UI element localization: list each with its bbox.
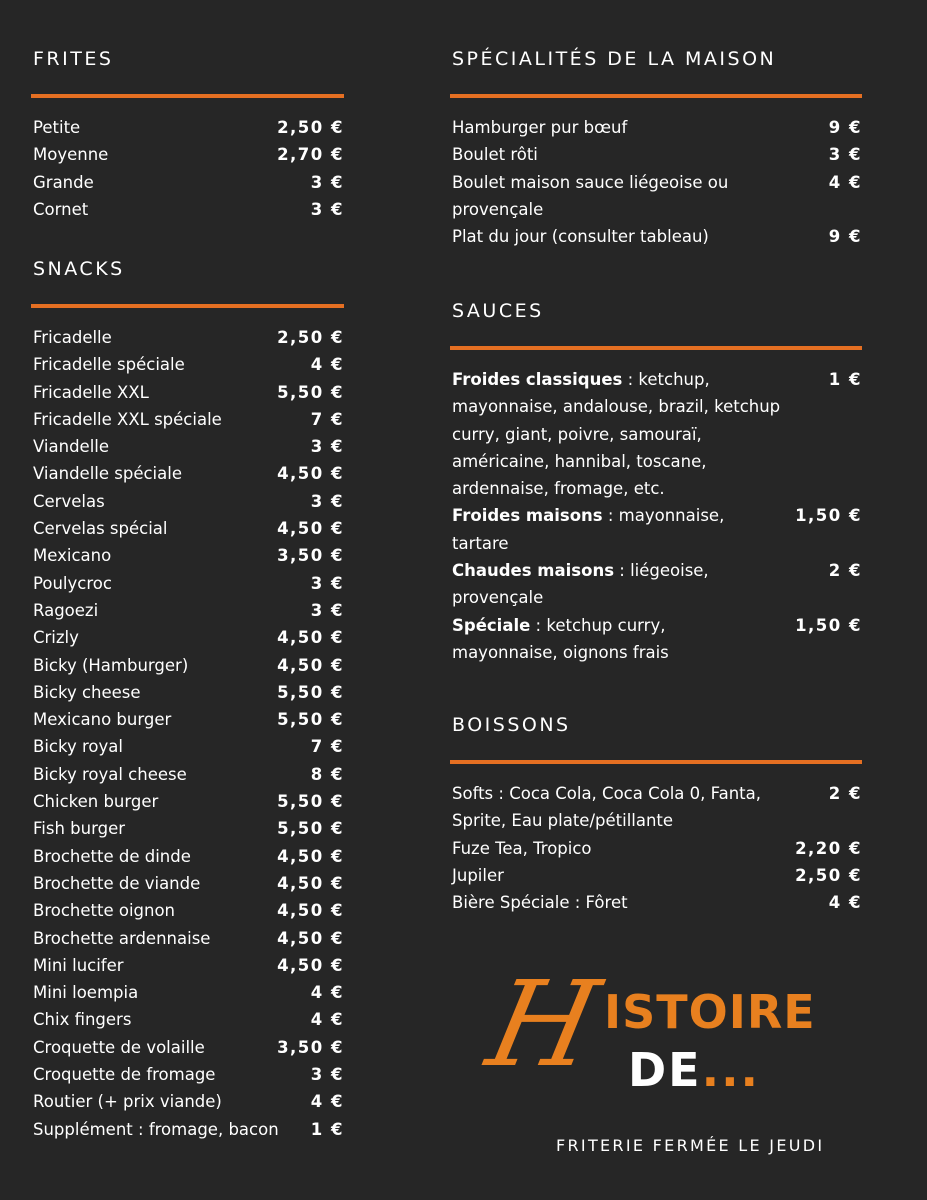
menu-item-price: 1,50 € [795,506,862,526]
menu-item-price: 4,50 € [277,628,344,648]
menu-item [31,652,344,679]
sauce-detail: : mayonnaise, tartare [452,506,725,553]
menu-item-name: Croquette de volaille [33,1037,205,1057]
menu-item-price: 4 € [828,893,862,913]
menu-item-name: Bière Spéciale : Fôret [452,893,628,913]
menu-item-price: 7 € [310,737,344,757]
menu-item-name: Mexicano burger [33,710,172,730]
menu-item-price: 5,50 € [277,819,344,839]
menu-item [31,843,344,870]
section-sauces [450,300,862,666]
menu-item [31,324,344,351]
menu-item-name: Fricadelle XXL spéciale [33,409,222,429]
menu-item-price: 5,50 € [277,792,344,812]
menu-item [31,1116,344,1143]
menu-item-name: Plat du jour (consulter tableau) [452,227,709,247]
sauce-label: Froides classiques [452,370,623,389]
menu-item-name: Chicken burger [33,792,159,812]
menu-item [31,433,344,460]
menu-item-price: 4 € [310,355,344,375]
menu-item-price: 4,50 € [277,519,344,539]
menu-item [450,502,862,557]
menu-item-name: Boulet maison sauce liégeoise ou provençale [452,172,729,219]
menu-item-price: 2,50 € [277,118,344,137]
menu-item-price: 4 € [310,1010,344,1030]
menu-item [31,979,344,1006]
menu-item [31,679,344,706]
section-boissons [450,714,862,916]
menu-item-price: 2,50 € [277,328,344,347]
menu-item-name: Hamburger pur bœuf [452,118,628,137]
menu-item-name: Grande [33,172,94,192]
menu-item [450,141,862,168]
menu-item-price: 3,50 € [277,1037,344,1057]
menu-item [450,780,862,835]
menu-item-name: Cervelas spécial [33,519,168,539]
menu-item-name: Fricadelle XXL [33,382,149,402]
section-title: SNACKS [33,258,125,280]
menu-item-price: 1 € [310,1119,344,1139]
menu-item-name: Fuze Tea, Tropico [452,838,592,858]
menu-item-price: 4,50 € [277,901,344,921]
menu-item-price: 4,50 € [277,464,344,484]
section-divider [450,760,862,764]
section-title: SAUCES [452,300,544,322]
menu-item [450,862,862,889]
sauce-label: Chaudes maisons [452,561,615,581]
menu-item-price: 4,50 € [277,873,344,893]
menu-item-price: 3 € [310,491,344,511]
menu-item-price: 2 € [828,784,862,803]
menu-item [31,733,344,760]
menu-item-price: 3 € [310,199,344,219]
menu-item [31,925,344,952]
menu-item [31,870,344,897]
menu-item [31,114,344,141]
logo-dots: ... [701,1043,761,1097]
menu-item-price: 3 € [310,1065,344,1085]
snacks-list [31,324,344,1143]
menu-item-name: Boulet rôti [452,145,538,165]
menu-item [450,612,862,667]
section-frites [31,48,344,223]
menu-item-name: Poulycroc [33,573,112,593]
menu-item-price: 4,50 € [277,928,344,948]
menu-item-price: 2 € [828,561,862,581]
menu-item-name: Petite [33,118,81,137]
menu-item-name: Chix fingers [33,1010,132,1030]
menu-item-name: Croquette de fromage [33,1065,216,1085]
menu-item [31,351,344,378]
menu-item [31,788,344,815]
menu-item-name: Brochette de viande [33,873,201,893]
menu-item [450,889,862,916]
menu-item-price: 3 € [310,573,344,593]
menu-item [31,570,344,597]
menu-item-price: 4 € [828,172,862,192]
specialites-list [450,114,862,250]
menu-item-name: Bicky royal cheese [33,764,187,784]
menu-item [31,761,344,788]
brand-logo [477,955,880,1115]
menu-item [31,815,344,842]
menu-item [31,196,344,223]
menu-item-price: 2,70 € [277,145,344,165]
menu-item [31,897,344,924]
section-specialites [450,48,862,250]
menu-item-name: Mexicano [33,546,112,566]
menu-item-price: 2,20 € [795,838,862,858]
menu-item-price: 4,50 € [277,655,344,675]
menu-item-price: 4 € [310,1092,344,1112]
menu-item-price: 9 € [828,118,862,137]
menu-item-name: Jupiler [452,865,504,885]
menu-item-price: 3 € [310,600,344,620]
menu-item-name: Fish burger [33,819,126,839]
menu-item-name: Fricadelle spéciale [33,355,185,375]
menu-item [31,488,344,515]
menu-item [31,1088,344,1115]
logo-line-2 [628,1043,761,1097]
menu-item-price: 8 € [310,764,344,784]
menu-item-name: Routier (+ prix viande) [33,1092,222,1112]
menu-item-name: Brochette ardennaise [33,928,211,948]
menu-item-name: Viandelle [33,437,110,457]
section-title: FRITES [33,48,114,70]
section-divider [450,94,862,98]
menu-item-price: 4,50 € [277,846,344,866]
menu-item [31,1061,344,1088]
section-divider [31,304,344,308]
logo-initial: H [477,955,610,1093]
menu-item-price: 3 € [310,172,344,192]
menu-item-name: Bicky cheese [33,682,141,702]
menu-item-name: Viandelle spéciale [33,464,182,484]
frites-list [31,114,344,223]
menu-item [450,557,862,612]
menu-item-price: 3 € [828,145,862,165]
menu-item-price: 5,50 € [277,710,344,730]
menu-item-price: 7 € [310,409,344,429]
sauce-detail: : liégeoise, provençale [452,561,709,608]
menu-item-name [452,366,829,502]
section-title: BOISSONS [452,714,571,736]
section-snacks [31,258,344,1143]
menu-item [31,624,344,651]
section-divider [31,94,344,98]
menu-item-name: Mini loempia [33,983,139,1003]
menu-item-name: Brochette de dinde [33,846,191,866]
menu-item [31,141,344,168]
menu-item-name: Bicky royal [33,737,123,757]
menu-item-name [452,502,795,557]
menu-item-price: 3,50 € [277,546,344,566]
menu-item-price: 5,50 € [277,682,344,702]
menu-item-name: Moyenne [33,145,109,165]
menu-item [450,114,862,141]
menu-item-price: 3 € [310,437,344,457]
menu-item-price: 2,50 € [795,865,862,885]
sauce-label: Spéciale [452,615,531,635]
menu-item-name: Softs : Coca Cola, Coca Cola 0, Fanta, Sprite, Eau plate/pétillante [452,784,762,831]
section-title: SPÉCIALITÉS DE LA MAISON [452,48,777,70]
menu-item-name: Mini lucifer [33,955,124,975]
menu-item [31,542,344,569]
menu-item [450,169,862,224]
menu-item-name: Fricadelle [33,328,112,347]
menu-item-name: Supplément : fromage, bacon [33,1119,279,1139]
sauce-detail: : ketchup, mayonnaise, andalouse, brazil, ketchup curry, giant, poivre, samouraï, américaine, hannibal, toscane, ardennaise, fromage, etc. [452,370,781,499]
section-divider [450,346,862,350]
menu-item [31,515,344,542]
menu-item-price: 4 € [310,983,344,1003]
menu-item-name [452,557,829,612]
menu-item [31,1006,344,1033]
menu-item [31,706,344,733]
sauce-label: Froides maisons [452,506,603,526]
menu-item-name: Cornet [33,199,89,219]
sauces-list [450,366,862,666]
menu-item [31,406,344,433]
menu-item-name [452,612,795,667]
sauce-detail: : ketchup curry, mayonnaise, oignons frais [452,615,669,662]
menu-item-name: Crizly [33,628,79,648]
menu-item-name: Ragoezi [33,600,99,620]
closing-notice: FRITERIE FERMÉE LE JEUDI [556,1136,825,1155]
logo-line-2-text: DE [628,1043,702,1097]
menu-item-price: 1,50 € [795,615,862,635]
menu-item [450,223,862,250]
menu-item-name: Cervelas [33,491,105,511]
menu-item [31,952,344,979]
menu-item-price: 5,50 € [277,382,344,402]
menu-item [31,1034,344,1061]
menu-item-price: 1 € [828,370,862,389]
menu-item-name: Bicky (Hamburger) [33,655,189,675]
menu-item [31,379,344,406]
menu-item [31,169,344,196]
menu-item-name: Brochette oignon [33,901,176,921]
menu-item [31,460,344,487]
menu-item [450,366,862,502]
boissons-list [450,780,862,916]
menu-item-price: 4,50 € [277,955,344,975]
logo-line-1: ISTOIRE [604,985,816,1039]
menu-item-price: 9 € [828,227,862,247]
menu-item [31,597,344,624]
menu-item [450,835,862,862]
